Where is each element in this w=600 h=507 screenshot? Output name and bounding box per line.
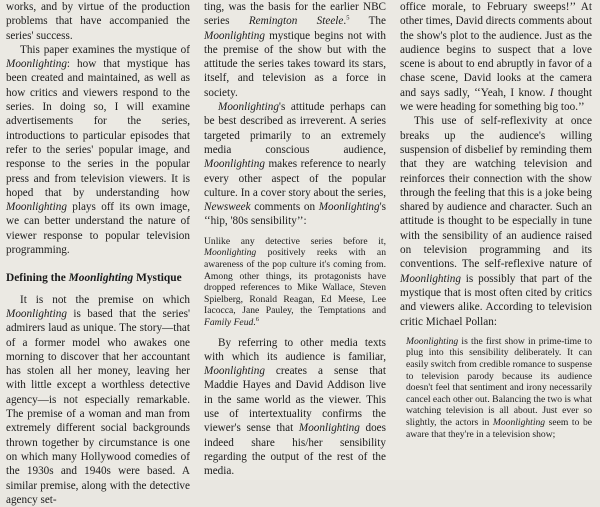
paragraph: [204, 100, 386, 229]
text-run: makes reference to nearly every other aspect of the popular culture. In a cover story about the series,: [204, 158, 386, 199]
text-run: It is not the premise on which: [20, 293, 190, 306]
text-run: 's attitude perhaps can be best described as irreverent. A series targeted primarily to an extremely media conscious audience,: [204, 101, 386, 156]
text-run: I: [549, 86, 554, 99]
text-run: creates a sense that Maddie Hayes and David Addison live in the same world as the viewer. This use of intertextuality confirms the viewer's sense that: [204, 365, 386, 435]
section-heading: [6, 271, 190, 285]
text-run: is the first show in prime-time to plug into this sensibility deliberately. It can easily switch from credible romance to suspense to television parody because its audience doesn't feel that sentiment and irony necessarily cancel each other out. Balancing the two is what watching television is all about. Just ever so slightly, the actors in: [406, 335, 592, 428]
text-run: Moonlighting: [6, 58, 67, 71]
paragraph: [6, 293, 190, 507]
text-run: The: [349, 15, 386, 28]
text-run: 's ‘‘hip, '80s sensibility’’:: [204, 201, 386, 228]
text-run: .: [253, 316, 256, 328]
text-run: By referring to other media texts with which its audience is familiar,: [204, 336, 386, 363]
text-run: This paper examines the mystique of: [20, 43, 190, 56]
text-run: mystique begins not with the premise of the show but with the attitude the series takes toward its stars, itself, and television as a force in society.: [204, 29, 386, 99]
text-run: Moonlighting: [400, 272, 461, 285]
text-run: Remington Steele: [248, 15, 344, 28]
text-run: Moonlighting: [204, 29, 265, 42]
text-run: Newsweek: [204, 201, 251, 214]
paragraph: [400, 114, 592, 328]
text-run: plays off its own image, we can better understand the nature of viewer response to popular television programming.: [6, 201, 190, 257]
intro-text: works, and by virtue of the production problems that have accompanied the series' success.: [6, 1, 190, 42]
text-run: Family Feud: [204, 316, 254, 328]
column-middle: [204, 0, 386, 478]
text-run: is possibly that part of the mystique that is most often cited by critics and viewers alike. According to television critic Michael Pollan:: [400, 272, 592, 328]
footnote-marker: 5: [346, 14, 350, 22]
text-run: Moonlighting: [406, 335, 459, 347]
text-run: comments on: [250, 201, 319, 214]
text-run: Moonlighting: [204, 365, 265, 378]
paragraph: [204, 336, 386, 479]
text-run: Moonlighting: [492, 416, 546, 428]
text-run: Unlike any detective series before it,: [204, 235, 386, 247]
text-run: Moonlighting: [218, 101, 279, 114]
text-run: positively reeks with an awareness of the pop culture it's coming from. Among other things, its protagonists have dropped references to Mike Wallace, Steven Spielberg, Ronald Reagan, Ed Meese, Lee Iacocca, Jane Pauley, the Temptations and: [204, 247, 386, 317]
text-run: Moonlighting: [68, 272, 134, 285]
block-quote: [204, 236, 386, 329]
text-run: is based that the series' admirers laud as unique. The story—that of a former model who awakes one morning to discover that her accountant has stolen all her money, leaving her with little except a worthless detective agency—is not especially remarkable. The premise of a woman and man from extremely different social backgrounds thrown together by circumstance is one on which many Hollywood comedies of the 1930s and 1940s were based. A similar premise, along with the detective agency set-: [6, 307, 190, 506]
text-run: : how that mystique has been created and maintained, as well as how critics and viewers respond to the series. In doing so, I will examine advertisements for the series, introductions to particular episodes that refer to the series' popular image, and response to the series in the popular press and from television viewers. It is hoped that by understanding how: [6, 58, 190, 199]
text-run: Moonlighting: [298, 422, 360, 435]
block-quote: [406, 336, 592, 440]
paragraph: [204, 0, 386, 100]
footnote-marker: 6: [255, 315, 259, 323]
text-run: Moonlighting: [6, 201, 67, 214]
text-run: Defining the: [6, 272, 69, 285]
text-run: ting, was the basis for the earlier NBC series: [204, 1, 386, 28]
text-run: This use of self-reflexivity at once breaks up the audience's willing suspension of disbelief by reminding them that they are watching television and reinforces their connection with the show through the feeling that this is a joke being shared by audience and character. Such an attitude is thought to be especially in tune with the sensibility of an audience raised on television programming and its conventions. The self-reflexive nature of: [400, 115, 592, 271]
text-run: Moonlighting: [318, 201, 380, 214]
text-run: Moonlighting: [204, 158, 265, 171]
text-run: thought we were heading for something big too.’’: [400, 86, 592, 114]
text-run: .: [343, 15, 347, 28]
text-run: seem to be aware that they're in a television show;: [406, 416, 592, 440]
paragraph: [400, 0, 592, 114]
text-run: Moonlighting: [6, 307, 67, 320]
text-run: Moonlighting: [204, 247, 257, 259]
text-run: does indeed share his/her sensibility regarding the output of the rest of the media.: [204, 422, 386, 478]
column-right: [400, 0, 592, 440]
text-run: Mystique: [133, 272, 182, 285]
text-run: office morale, to February sweeps!’’ At other times, David directs comments about the show's plot to the audience. Just as the audience begins to suspect that a love scene is about to end abruptly in favor of a chase scene, David looks at the camera and says sadly, ‘‘Yeah, I know.: [400, 1, 593, 99]
paragraph: [6, 43, 190, 257]
column-left: [6, 0, 190, 507]
